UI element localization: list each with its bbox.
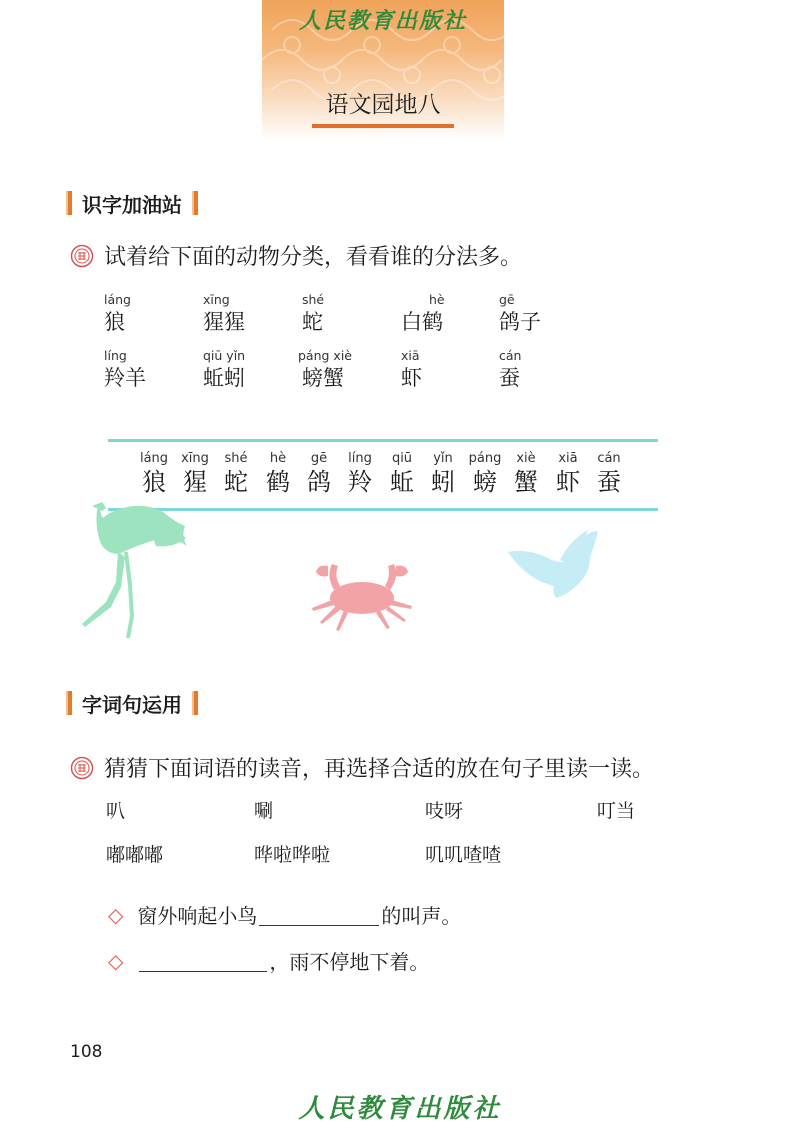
strip-rule-bottom: [108, 508, 658, 511]
sentence-text-after: ，雨不停地下着。: [269, 950, 430, 974]
character-strip: [108, 439, 658, 511]
char-pinyin: xiā: [558, 451, 578, 466]
word-pinyin: xiā: [401, 348, 420, 363]
word-pinyin: qiū yǐn: [203, 348, 246, 363]
lesson-title: 语文园地八: [325, 92, 441, 118]
character-item: [465, 451, 505, 497]
char-hanzi: 蚓: [431, 468, 455, 496]
word-item: [499, 348, 599, 392]
char-pinyin: qiū: [391, 451, 413, 466]
word-hanzi: 蚯蚓: [203, 366, 245, 390]
section-title: 识字加油站: [82, 192, 182, 217]
word-hanzi: 鸽子: [499, 310, 541, 334]
seal-icon: [70, 756, 94, 780]
word-item: [499, 292, 599, 336]
word-hanzi: 螃蟹: [302, 366, 344, 390]
char-pinyin: shé: [224, 451, 248, 466]
char-pinyin: líng: [348, 451, 372, 466]
character-item: [340, 451, 380, 497]
character-item: [175, 451, 215, 497]
word-pinyin: shé: [302, 292, 325, 307]
word-pinyin: líng: [104, 348, 127, 363]
vocab-word: 叭: [106, 800, 126, 822]
sentence-text-before: 窗外响起小鸟: [137, 904, 258, 928]
instruction-classify: [70, 240, 522, 271]
word-hanzi: 白鹤: [401, 310, 443, 334]
section-heading-usage: [66, 686, 198, 720]
character-item: [134, 451, 174, 497]
dove-silhouette: [508, 530, 598, 598]
word-item: [401, 348, 501, 392]
crane-silhouette: [82, 502, 187, 638]
section-bar-right: [192, 691, 198, 715]
word-item: [104, 348, 204, 392]
word-pinyin: xīng: [203, 292, 230, 307]
char-pinyin: cán: [597, 451, 621, 466]
publisher-logo: 人民教育出版社: [298, 8, 467, 34]
word-pinyin: láng: [104, 292, 131, 307]
character-item: [258, 451, 298, 497]
vocab-word: 哗啦哗啦: [254, 844, 331, 866]
page-number: 108: [70, 1042, 103, 1062]
char-pinyin: páng: [468, 451, 502, 466]
crab-silhouette: [312, 564, 412, 631]
section-bar-left: [66, 191, 72, 215]
char-hanzi: 蚕: [597, 468, 621, 496]
word-hanzi: 狼: [104, 310, 125, 334]
word-item: [203, 292, 303, 336]
sentence-2: [108, 946, 429, 975]
word-pinyin: cán: [499, 348, 522, 363]
character-item: [423, 451, 463, 497]
char-pinyin: láng: [139, 451, 169, 466]
seal-icon: [70, 244, 94, 268]
char-pinyin: yǐn: [433, 451, 453, 466]
instruction-text: 试着给下面的动物分类，看看谁的分法多。: [104, 245, 523, 270]
word-item: [302, 292, 402, 336]
character-item: [548, 451, 588, 497]
vocab-word: 唰: [254, 800, 274, 822]
section-heading-literacy: [66, 186, 198, 220]
sentence-text-after: 的叫声。: [381, 904, 462, 928]
section-bar-left: [66, 691, 72, 715]
char-hanzi: 羚: [348, 468, 372, 496]
character-item: [216, 451, 256, 497]
instruction-guess: [70, 752, 654, 783]
vocab-word: 叮当: [597, 800, 636, 822]
char-hanzi: 蚯: [390, 468, 414, 496]
title-underline: [312, 124, 454, 128]
vocab-word: 叽叽喳喳: [425, 844, 502, 866]
instruction-text: 猜猜下面词语的读音，再选择合适的放在句子里读一读。: [104, 757, 655, 782]
char-hanzi: 鸽: [307, 468, 331, 496]
character-item: [299, 451, 339, 497]
word-hanzi: 虾: [401, 366, 422, 390]
word-pinyin: hè: [429, 292, 445, 307]
word-pinyin: gē: [499, 292, 515, 307]
word-item: [401, 292, 501, 336]
header-banner: [262, 0, 504, 140]
char-hanzi: 蟹: [514, 468, 538, 496]
word-hanzi: 羚羊: [104, 366, 146, 390]
char-hanzi: 蛇: [224, 468, 248, 496]
char-pinyin: hè: [269, 451, 287, 466]
char-hanzi: 鹤: [266, 468, 290, 496]
character-item: [382, 451, 422, 497]
answer-blank[interactable]: [259, 903, 379, 926]
char-hanzi: 狼: [142, 468, 166, 496]
character-item: [506, 451, 546, 497]
section-title: 字词句运用: [82, 692, 182, 717]
char-pinyin: xiè: [516, 451, 536, 466]
diamond-bullet-icon: ◇: [108, 948, 124, 973]
footer-publisher-logo: 人民教育出版社: [298, 1094, 502, 1124]
strip-rule-top: [108, 439, 658, 442]
word-hanzi: 猩猩: [203, 310, 245, 334]
word-item: [203, 348, 303, 392]
word-hanzi: 蚕: [499, 366, 520, 390]
vocab-word: 嘟嘟嘟: [106, 844, 164, 866]
char-pinyin: xīng: [181, 451, 209, 466]
char-hanzi: 猩: [183, 468, 207, 496]
word-pinyin: páng xiè: [298, 348, 352, 363]
char-hanzi: 螃: [473, 468, 497, 496]
character-item: [589, 451, 629, 497]
char-hanzi: 虾: [556, 468, 580, 496]
char-pinyin: gē: [310, 451, 328, 466]
word-item: [298, 348, 398, 392]
answer-blank[interactable]: [139, 949, 267, 972]
word-item: [104, 292, 204, 336]
sentence-1: [108, 900, 461, 929]
section-bar-right: [192, 191, 198, 215]
word-hanzi: 蛇: [302, 310, 323, 334]
diamond-bullet-icon: ◇: [108, 902, 124, 927]
vocab-word: 吱呀: [425, 800, 464, 822]
